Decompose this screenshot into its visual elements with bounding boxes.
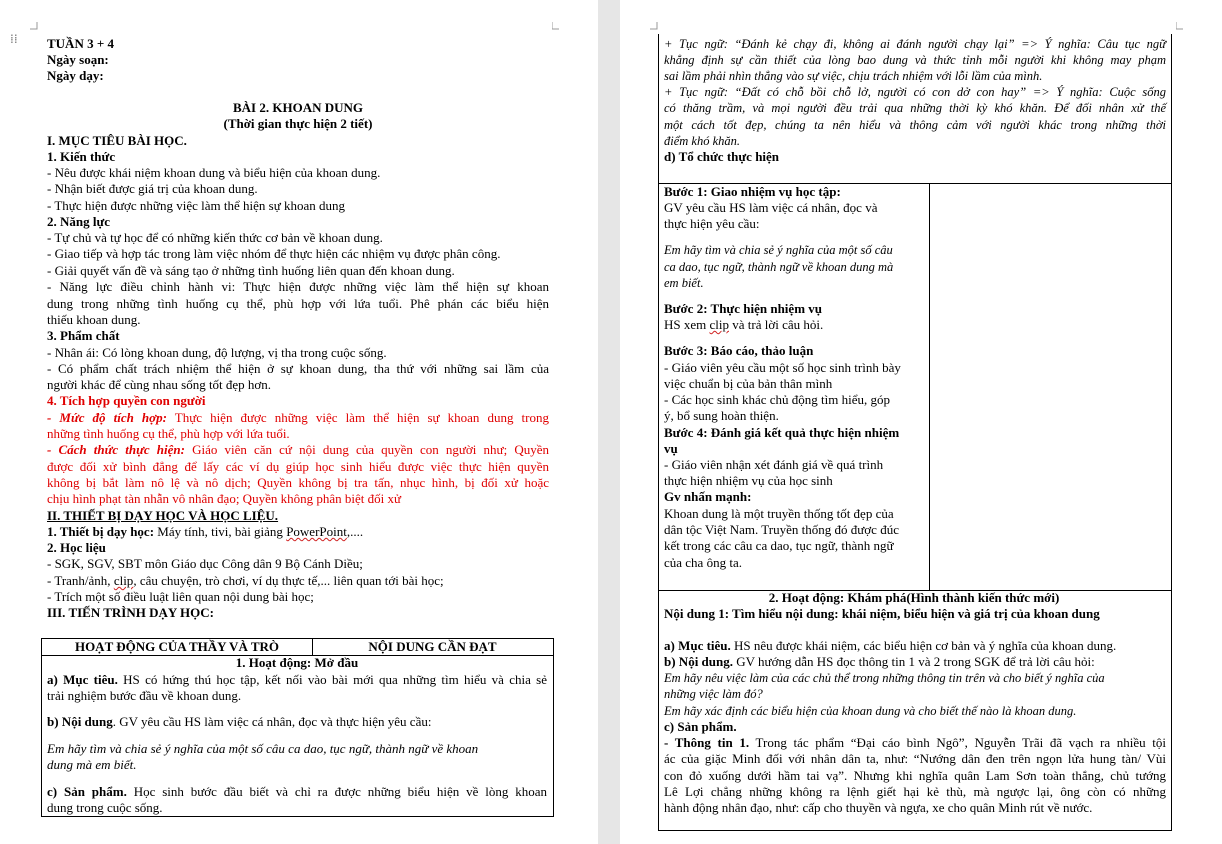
inline-label: - Mức độ tích hợp: — [47, 410, 167, 425]
inline-text: HS có hứng thú học tập, kết nối vào bài mới qua những tìm hiểu và chia sẻ — [117, 672, 547, 687]
table-text: ý, bổ sung hoàn thiện. — [664, 408, 779, 423]
spellcheck-word[interactable]: PowerPoint — [286, 524, 347, 539]
table-text — [664, 735, 1166, 751]
body-line: - Thực hiện được những việc làm thể hiện sự khoan dung — [47, 198, 346, 213]
content-heading: Nội dung 1: Tìm hiểu nội dung: khái niệm, biểu hiện và giá trị của khoan dung — [664, 606, 1100, 621]
inline-text: - Tranh/ảnh, — [47, 573, 114, 588]
spellcheck-word[interactable]: clip — [113, 573, 134, 588]
document-page-1 — [0, 0, 598, 844]
table-divider — [929, 183, 930, 591]
inline-text: Máy tính, tivi, bài giảng — [154, 524, 287, 539]
section-heading: I. MỤC TIÊU BÀI HỌC. — [47, 133, 187, 148]
table-text: của cha ông ta. — [664, 555, 742, 570]
table-text — [47, 784, 547, 800]
subsection-heading: 2. Năng lực — [47, 214, 111, 229]
spellcheck-word[interactable]: clip — [709, 317, 729, 332]
table-text: em biết. — [664, 276, 704, 290]
body-line: thiếu khoan dung. — [47, 312, 141, 327]
inline-label: b) Nội dung. — [664, 654, 733, 669]
table-text: có thăng trầm, và mọi người đều trải qua những thời kỳ khó khăn. Để đối nhân xử thế — [664, 101, 1166, 115]
table-text: GV yêu cầu HS làm việc cá nhân, đọc và — [664, 200, 878, 215]
section-heading: II. THIẾT BỊ DẠY HỌC VÀ HỌC LIỆU. — [47, 508, 279, 523]
body-line: - Nhân ái: Có lòng khoan dung, độ lượng, vị tha trong cuộc sống. — [47, 345, 387, 360]
table-text: con đỏ xuống dưới hầm tai vạ”. Nhưng khi nghĩa quân Lam Sơn toàn thắng, chủ tướng — [664, 768, 1166, 783]
inline-text: HS nêu được khái niệm, các biểu hiện cơ bản và ý nghĩa của khoan dung. — [730, 638, 1117, 653]
table-text — [664, 638, 1116, 654]
inline-text: HS xem — [664, 317, 710, 332]
inline-text: . GV yêu cầu HS làm việc cá nhân, đọc và thực hiện yêu cầu: — [112, 714, 432, 729]
table-text — [664, 317, 823, 333]
table-header-cell: HOẠT ĐỘNG CỦA THẦY VÀ TRÒ — [74, 639, 280, 654]
margin-corner-mark — [650, 22, 658, 30]
table-text: trải nghiệm bước đầu về khoan dung. — [47, 688, 242, 703]
table-subheading: d) Tổ chức thực hiện — [664, 149, 780, 164]
table-text: một cách tốt đẹp, chúng ta nên hiểu và thông cảm với người khác trong những thời — [664, 118, 1166, 132]
table-text: sai lầm phải nhìn thẳng vào sự việc, chịu trách nhiệm với lỗi lầm của mình. — [664, 69, 1043, 83]
section-heading: III. TIẾN TRÌNH DẠY HỌC: — [47, 605, 214, 620]
body-line: - SGK, SGV, SBT môn Giáo dục Công dân 9 Bộ Cánh Diều; — [47, 556, 363, 571]
table-text: + Tục ngữ: “Đất có chỗ bồi chỗ lở, người có con dở con hay” => Ý nghĩa: Cuộc sống — [664, 85, 1166, 99]
table-text: thực hiện yêu cầu: — [664, 216, 760, 231]
table-text: Em hãy nêu việc làm của các chủ thể trong những thông tin trên và cho biết ý nghĩa của — [664, 671, 1105, 685]
body-line: người khác để cùng nhau sống tốt đẹp hơn. — [47, 377, 272, 392]
body-line — [47, 442, 549, 458]
inline-text: Thực hiện được những việc làm thể hiện sự khoan dung trong — [166, 410, 549, 425]
table-text: Khoan dung là một truyền thống tốt đẹp của — [664, 506, 894, 521]
inline-label: b) Nội dung — [47, 714, 113, 729]
inline-text: Học sinh bước đầu biết và chỉ ra được những biểu hiện về lòng khoan — [126, 784, 547, 799]
margin-corner-mark — [1176, 22, 1184, 30]
margin-corner-mark — [552, 22, 560, 30]
body-line: - Giải quyết vấn đề và sáng tạo ở những tình huống liên quan đến khoan dung. — [47, 263, 455, 278]
subsection-heading: 2. Học liệu — [47, 540, 106, 555]
body-line: - Năng lực điều chỉnh hành vi: Thực hiện được những việc làm thể hiện sự khoan — [47, 279, 549, 294]
table-text: - Giáo viên nhận xét đánh giá về quá trình — [664, 457, 884, 472]
table-text: ca dao, tục ngữ, thành ngữ về khoan dung mà — [664, 260, 894, 274]
teach-date-label: Ngày dạy: — [47, 68, 104, 83]
table-text: ác của giặc Minh đối với nhân dân ta, như: “Nướng dân đen trên ngọn lửa hung tàn/ Vùi — [664, 751, 1166, 766]
lesson-duration: (Thời gian thực hiện 2 tiết) — [223, 116, 373, 131]
body-line: - Trích một số điều luật liên quan nội dung bài học; — [47, 589, 314, 604]
body-line: - Nêu được khái niệm khoan dung và biểu hiện của khoan dung. — [47, 165, 381, 180]
activity-heading: 2. Hoạt động: Khám phá(Hình thành kiến thức mới) — [768, 590, 1060, 605]
step-heading: Bước 3: Báo cáo, thảo luận — [664, 343, 814, 358]
inline-label: 1. Thiết bị dạy học: — [47, 524, 155, 539]
step-heading: Bước 4: Đánh giá kết quả thực hiện nhiệm — [664, 425, 900, 440]
inline-label: - Thông tin 1. — [664, 735, 750, 750]
table-text: dung mà em biết. — [47, 757, 137, 772]
week-label: TUẦN 3 + 4 — [47, 36, 114, 51]
step-heading: Bước 2: Thực hiện nhiệm vụ — [664, 301, 822, 316]
body-line — [47, 410, 549, 426]
inline-text: ,.... — [346, 524, 364, 539]
inline-text: Giáo viên căn cứ nội dung của quyền con người như; Quyền — [184, 442, 549, 457]
body-line: được đối xử bình đẳng để lấy các ví dụ giúp học sinh hiểu được việc thực hiện quyền — [47, 459, 549, 474]
inline-label: c) Sản phẩm. — [47, 784, 127, 799]
prep-date-label: Ngày soạn: — [47, 52, 109, 67]
table-text: dân tộc Việt Nam. Truyền thống đó được đúc — [664, 522, 899, 537]
step-heading: Bước 1: Giao nhiệm vụ học tập: — [664, 184, 841, 199]
table-text: khẳng định sự cần thiết của lòng bao dung và thức tỉnh mỗi người khi không may phạm — [664, 53, 1166, 67]
subsection-heading: 3. Phẩm chất — [47, 328, 120, 343]
table-text: Lê Lợi chẳng những không ra lệnh giết hại kẻ thù, mà ngược lại, ông còn có những — [664, 784, 1166, 799]
body-line: những tình huống cụ thể, phù hợp với lứa tuổi. — [47, 426, 290, 441]
table-text: thực hiện nhiệm vụ của học sinh — [664, 473, 833, 488]
table-text — [664, 654, 1095, 670]
activity-heading: 1. Hoạt động: Mở đầu — [235, 655, 359, 670]
table-subheading: c) Sản phẩm. — [664, 719, 737, 734]
document-page-2 — [620, 0, 1222, 844]
inline-label: - Cách thức thực hiện: — [47, 442, 185, 457]
body-line: - Tự chủ và tự học để có những kiến thức cơ bản về khoan dung. — [47, 230, 383, 245]
body-line: dung trong những tình huống cụ thể, phù hợp với lứa tuổi. Phê phán các biểu hiện — [47, 296, 549, 311]
inline-text: và trả lời câu hỏi. — [729, 317, 824, 332]
subsection-heading: 1. Kiến thức — [47, 149, 116, 164]
table-text: việc chuẩn bị của bản thân mình — [664, 376, 833, 391]
body-line: chịu hình phạt tàn nhẫn vô nhân đạo; Quyền không phân biệt đối xử — [47, 491, 402, 506]
table-text: hành động nhân đạo, như: cấp cho thuyền và ngựa, xe cho quân Minh rút về nước. — [664, 800, 1093, 815]
step-heading: Gv nhấn mạnh: — [664, 489, 752, 504]
subsection-heading: 4. Tích hợp quyền con người — [47, 393, 206, 408]
inline-text: , câu chuyện, trò chơi, ví dụ thực tế,... liên quan tới bài học; — [133, 573, 444, 588]
body-line — [47, 573, 444, 589]
table-text: Em hãy tìm và chia sẻ ý nghĩa của một số câu ca dao, tục ngữ, thành ngữ về khoan — [47, 741, 479, 756]
inline-label: a) Mục tiêu. — [664, 638, 731, 653]
inline-text: GV hướng dẫn HS đọc thông tin 1 và 2 trong SGK để trả lời câu hỏi: — [733, 654, 1095, 669]
table-header-cell: NỘI DUNG CẦN ĐẠT — [368, 639, 497, 654]
table-text: - Giáo viên yêu cầu một số học sinh trình bày — [664, 360, 901, 375]
step-heading: vụ — [664, 441, 678, 456]
table-text: + Tục ngữ: “Đánh kẻ chạy đi, không ai đánh người chạy lại” => Ý nghĩa: Câu tục ngữ — [664, 37, 1166, 51]
inline-label: a) Mục tiêu. — [47, 672, 118, 687]
body-line — [47, 524, 363, 540]
table-text — [47, 714, 431, 730]
table-text: Em hãy tìm và chia sẻ ý nghĩa của một số câu — [664, 243, 893, 257]
table-text: điểm khó khăn. — [664, 134, 741, 148]
body-line: - Có phẩm chất trách nhiệm thể hiện ở sự khoan dung, tha thứ với những sai lầm của — [47, 361, 549, 376]
move-handle-icon[interactable]: ⁞⁞ — [10, 32, 18, 46]
margin-corner-mark — [30, 22, 38, 30]
table-text: dung trong cuộc sống. — [47, 800, 163, 815]
table-text — [47, 672, 547, 688]
lesson-title: BÀI 2. KHOAN DUNG — [232, 100, 363, 115]
body-line: - Nhận biết được giá trị của khoan dung. — [47, 181, 258, 196]
table-text: Em hãy xác định các biểu hiện của khoan dung và cho biết thế nào là khoan dung. — [664, 704, 1077, 718]
inline-text: Trong tác phẩm “Đại cáo bình Ngô”, Nguyễn Trãi đã vạch ra nhiều tội — [749, 735, 1166, 750]
body-line: - Giao tiếp và hợp tác trong làm việc nhóm để thực hiện các nhiệm vụ được phân công. — [47, 246, 501, 261]
table-text: những việc làm đó? — [664, 687, 763, 701]
table-text: kết trong các câu ca dao, tục ngữ, thành ngữ — [664, 538, 894, 553]
body-line: không bị bắt làm nô lệ và nô dịch; Quyền không bị tra tấn, nhục hình, bị đối xử hoặc — [47, 475, 549, 490]
table-text: - Các học sinh khác chủ động tìm hiểu, góp — [664, 392, 891, 407]
